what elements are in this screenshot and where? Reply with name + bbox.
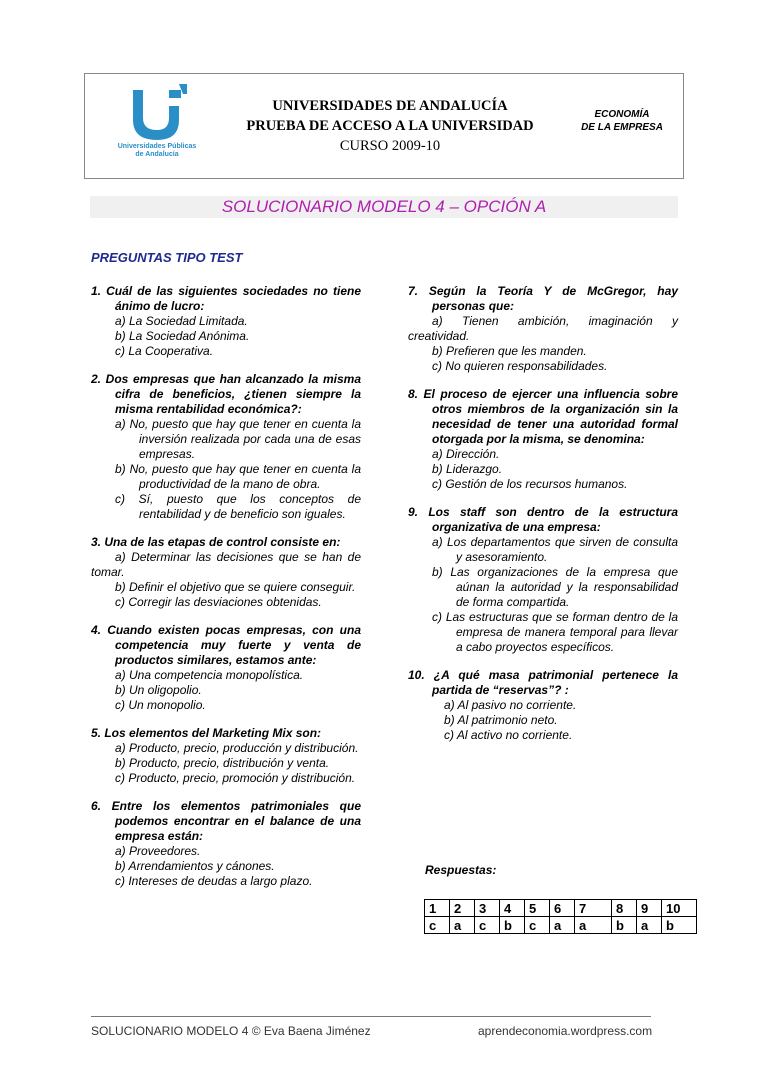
option-c: c) Al activo no corriente.	[444, 728, 573, 742]
subject-line2: DE LA EMPRESA	[581, 122, 663, 133]
question-6	[91, 799, 361, 889]
answer-number: 2	[450, 900, 475, 917]
option-a: a) Proveedores.	[115, 844, 201, 858]
option-c: c) Producto, precio, promoción y distribución.	[115, 771, 356, 785]
university-logo	[107, 84, 207, 164]
footer-divider	[91, 1016, 651, 1017]
answer-letter: a	[575, 917, 612, 934]
header-titles	[225, 96, 555, 156]
answer-number: 6	[550, 900, 575, 917]
option-c: c) Un monopolio.	[115, 698, 206, 712]
question-4	[91, 623, 361, 713]
answer-letter: b	[500, 917, 525, 934]
option-a: a) Producto, precio, producción y distribución.	[115, 741, 359, 755]
answers-letters-row	[425, 917, 697, 934]
answers-numbers-row	[425, 900, 697, 917]
answer-number: 1	[425, 900, 450, 917]
answer-letter: b	[662, 917, 697, 934]
questions-right-column	[408, 284, 678, 756]
option-a: a) Los departamentos que sirven de consulta y asesoramiento.	[432, 535, 678, 564]
question-8	[408, 387, 678, 492]
question-3	[91, 535, 361, 610]
option-c: c) La Cooperativa.	[115, 344, 214, 358]
option-b: b) Las organizaciones de la empresa que aúnan la autoridad y la responsabilidad de forma compartida.	[432, 565, 678, 609]
option-b: b) No, puesto que hay que tener en cuenta la productividad de la mano de obra.	[115, 462, 361, 491]
answer-number: 4	[500, 900, 525, 917]
question-9	[408, 505, 678, 655]
question-text: 1. Cuál de las siguientes sociedades no tiene ánimo de lucro:	[91, 284, 361, 313]
option-c: c) Las estructuras que se forman dentro de la empresa de manera temporal para llevar a cabo proyectos específicos.	[432, 610, 678, 654]
section-title: PREGUNTAS TIPO TEST	[91, 250, 243, 265]
header-line2: PRUEBA DE ACCESO A LA UNIVERSIDAD	[246, 118, 534, 134]
logo-caption	[107, 143, 207, 159]
option-a: a) Al pasivo no corriente.	[444, 698, 577, 712]
page-title: SOLUCIONARIO MODELO 4 – OPCIÓN A	[221, 197, 547, 216]
option-a: a) Dirección.	[432, 447, 500, 461]
footer-author: SOLUCIONARIO MODELO 4 © Eva Baena Jiménez	[91, 1024, 371, 1038]
title-band	[90, 196, 678, 218]
answer-number: 8	[612, 900, 637, 917]
option-b: b) Arrendamientos y cánones.	[115, 859, 275, 873]
answer-letter: a	[450, 917, 475, 934]
option-c: c) Sí, puesto que los conceptos de rentabilidad y de beneficio son iguales.	[115, 492, 361, 521]
header-box	[84, 73, 684, 179]
logo-u-icon	[107, 84, 207, 144]
option-c: c) No quieren responsabilidades.	[432, 359, 608, 373]
question-text: 8. El proceso de ejercer una influencia sobre otros miembros de la organización sin la necesidad de tener una autoridad formal otorgada por la misma, se denomina:	[408, 387, 678, 446]
option-c: c) Corregir las desviaciones obtenidas.	[115, 595, 322, 609]
footer-website: aprendeconomia.wordpress.com	[478, 1024, 653, 1038]
question-5	[91, 726, 361, 786]
header-line3: CURSO 2009-10	[339, 138, 441, 154]
question-text: 7. Según la Teoría Y de McGregor, hay personas que:	[408, 284, 678, 313]
question-text: 10. ¿A qué masa patrimonial pertenece la partida de “reservas”? :	[408, 668, 678, 697]
answers-table	[424, 899, 697, 934]
subject-label	[563, 108, 681, 134]
question-text: 9. Los staff son dentro de la estructura organizativa de una empresa:	[408, 505, 678, 534]
question-10	[408, 668, 678, 743]
option-c: c) Intereses de deudas a largo plazo.	[115, 874, 313, 888]
answer-letter: a	[550, 917, 575, 934]
answer-letter: c	[525, 917, 550, 934]
question-text: 5. Los elementos del Marketing Mix son:	[91, 726, 322, 740]
answer-letter: c	[475, 917, 500, 934]
option-a: a) Una competencia monopolística.	[115, 668, 304, 682]
logo-caption-line1: Universidades Públicas	[117, 143, 197, 150]
logo-caption-line2: de Andalucía	[135, 151, 179, 158]
question-text: 2. Dos empresas que han alcanzado la misma cifra de beneficios, ¿tienen siempre la misma rentabilidad económica?:	[91, 372, 361, 416]
question-1	[91, 284, 361, 359]
option-a: a) No, puesto que hay que tener en cuenta la inversión realizada por cada una de esas empresas.	[115, 417, 361, 461]
option-b: b) La Sociedad Anónima.	[115, 329, 250, 343]
question-text: 4. Cuando existen pocas empresas, con una competencia muy fuerte y venta de productos similares, estamos ante:	[91, 623, 361, 667]
question-2	[91, 372, 361, 522]
option-a: a) Determinar las decisiones que se han de tomar.	[91, 550, 361, 579]
question-text: 3. Una de las etapas de control consiste en:	[91, 535, 341, 549]
option-b: b) Al patrimonio neto.	[444, 713, 558, 727]
answer-number: 10	[662, 900, 697, 917]
answer-number: 3	[475, 900, 500, 917]
subject-line1: ECONOMÍA	[594, 109, 650, 120]
option-a: a) La Sociedad Limitada.	[115, 314, 248, 328]
answer-number: 9	[637, 900, 662, 917]
option-c: c) Gestión de los recursos humanos.	[432, 477, 628, 491]
answer-letter: c	[425, 917, 450, 934]
answers-label: Respuestas:	[425, 863, 497, 877]
option-b: b) Un oligopolio.	[115, 683, 202, 697]
question-7	[408, 284, 678, 374]
answer-letter: b	[612, 917, 637, 934]
questions-left-column	[91, 284, 361, 902]
option-b: b) Liderazgo.	[432, 462, 503, 476]
answer-number: 5	[525, 900, 550, 917]
option-a: a) Tienen ambición, imaginación y creatividad.	[408, 314, 678, 343]
option-b: b) Definir el objetivo que se quiere conseguir.	[115, 580, 356, 594]
answer-number: 7	[575, 900, 612, 917]
answer-letter: a	[637, 917, 662, 934]
question-text: 6. Entre los elementos patrimoniales que podemos encontrar en el balance de una empresa están:	[91, 799, 361, 843]
option-b: b) Producto, precio, distribución y venta.	[115, 756, 330, 770]
option-b: b) Prefieren que les manden.	[432, 344, 587, 358]
header-line1: UNIVERSIDADES DE ANDALUCÍA	[272, 98, 508, 114]
